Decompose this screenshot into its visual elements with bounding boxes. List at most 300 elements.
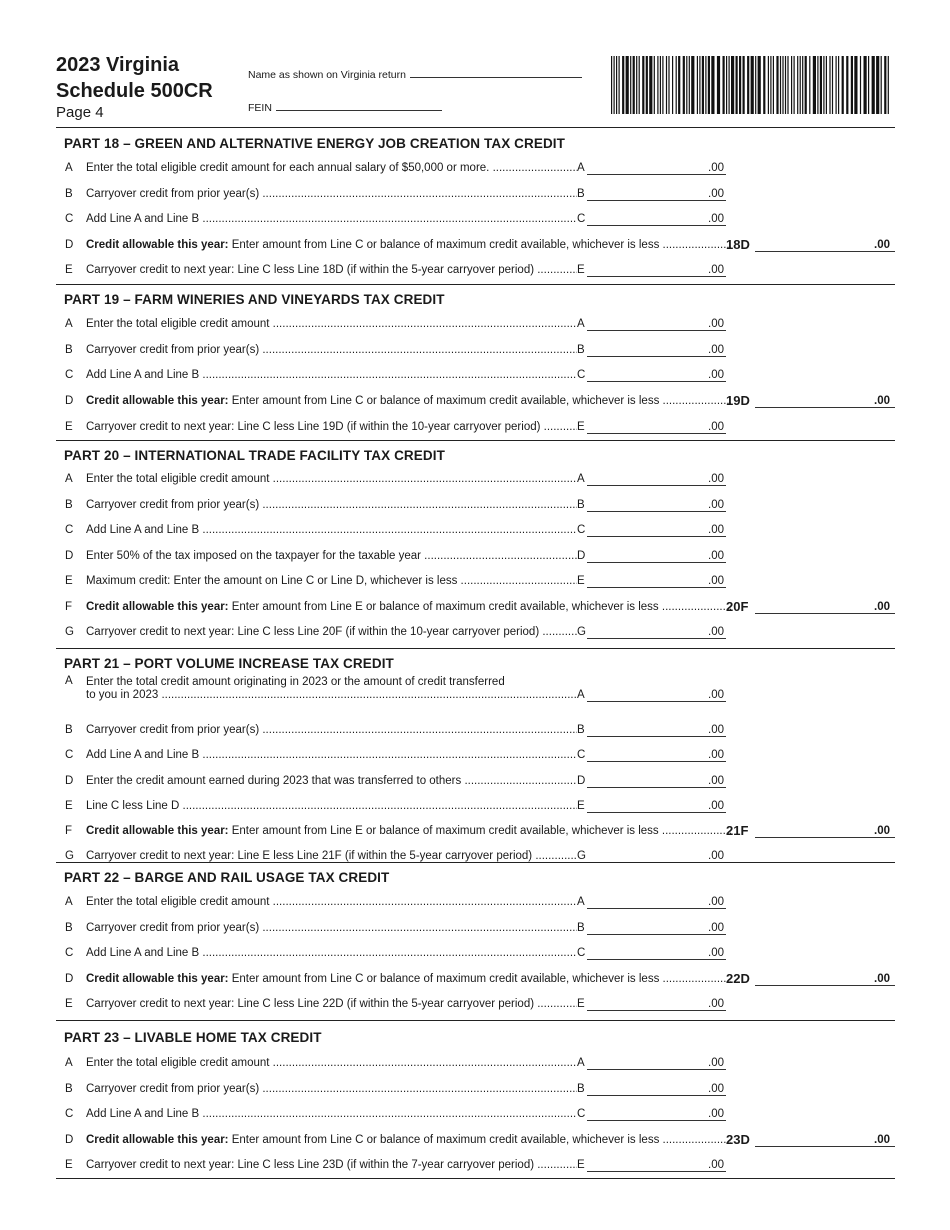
- barcode-bar: [768, 56, 769, 114]
- amount-field[interactable]: [587, 433, 726, 434]
- line-description: [86, 973, 731, 985]
- amount-field[interactable]: [587, 1069, 726, 1070]
- line-text: Enter amount from Line C or balance of maximum credit available, whichever is less: [231, 1133, 660, 1146]
- line-emphasis: Credit allowable this year:: [86, 825, 229, 837]
- cents-suffix: .00: [708, 264, 724, 276]
- line-label: A: [577, 1057, 585, 1069]
- line-label: B: [577, 343, 585, 356]
- amount-field[interactable]: [587, 1171, 726, 1172]
- barcode-bar: [705, 56, 706, 114]
- barcode-bar: [672, 56, 673, 114]
- line-label: C: [577, 524, 586, 536]
- barcode-bar: [854, 56, 857, 114]
- amount-field[interactable]: [587, 485, 726, 486]
- line-description: [86, 749, 577, 761]
- barcode-bar: [751, 56, 754, 114]
- line-text: Enter amount from Line C or balance of maximum credit available, whichever is less: [231, 238, 660, 251]
- line-label: G: [577, 626, 586, 638]
- barcode-bar: [758, 56, 761, 114]
- credit-amount-field[interactable]: [755, 985, 895, 986]
- barcode-bar: [739, 56, 741, 114]
- line-letter: C: [65, 369, 74, 382]
- barcode-bar: [763, 56, 765, 114]
- line-item: [56, 598, 895, 617]
- amount-field[interactable]: [587, 381, 726, 382]
- cents-suffix: .00: [708, 213, 724, 225]
- page-number: Page 4: [56, 104, 104, 121]
- line-text: Carryover credit to next year: Line C less Line 22D (if within the 5-year carryover period): [86, 998, 535, 1010]
- line-number-label: 22D: [726, 970, 750, 986]
- barcode-bar: [630, 56, 631, 114]
- line-text: Carryover credit to next year: Line C less Line 20F (if within the 10-year carryover period): [86, 626, 540, 638]
- barcode-bar: [826, 56, 827, 114]
- line-label: E: [577, 799, 585, 812]
- barcode-bar: [755, 56, 756, 114]
- line-text: Carryover credit from prior year(s): [86, 724, 260, 737]
- barcode-bar: [729, 56, 730, 114]
- line-item: [56, 524, 895, 540]
- barcode-bar: [708, 56, 710, 114]
- part-section: [56, 284, 895, 440]
- cents-suffix: .00: [708, 162, 724, 174]
- line-emphasis: Credit allowable this year:: [86, 972, 229, 985]
- barcode-bar: [881, 56, 882, 114]
- barcode-bar: [646, 56, 648, 114]
- part-title: PART 22 – BARGE AND RAIL USAGE TAX CREDIT: [64, 870, 390, 885]
- line-description: [86, 213, 577, 225]
- line-letter: A: [65, 162, 73, 174]
- barcode-bar: [711, 56, 714, 114]
- barcode-bar: [782, 56, 783, 114]
- amount-field[interactable]: [587, 812, 726, 813]
- barcode-bar: [791, 56, 792, 114]
- line-label: B: [577, 187, 585, 200]
- line-description: [86, 896, 577, 908]
- amount-field[interactable]: [587, 225, 726, 226]
- barcode-bar: [649, 56, 652, 114]
- credit-amount-field[interactable]: [755, 613, 895, 614]
- barcode-bar: [820, 56, 822, 114]
- barcode-bar: [805, 56, 807, 114]
- line-letter: A: [65, 675, 73, 687]
- barcode-bar: [611, 56, 612, 114]
- amount-field[interactable]: [587, 330, 726, 331]
- part-title: PART 23 – LIVABLE HOME TAX CREDIT: [64, 1030, 322, 1045]
- barcode-bar: [619, 56, 620, 114]
- line-text: Enter the total eligible credit amount for each annual salary of $50,000 or more.: [86, 162, 490, 174]
- line-letter: B: [65, 498, 73, 511]
- line-letter: B: [65, 724, 73, 737]
- line-item: [56, 749, 895, 765]
- cents-suffix: .00: [708, 799, 724, 812]
- cents-suffix: .00: [708, 626, 724, 638]
- fein-input-line[interactable]: [276, 100, 442, 111]
- amount-field[interactable]: [587, 1095, 726, 1096]
- line-number-label: 23D: [726, 1131, 750, 1147]
- credit-amount-field[interactable]: [755, 1146, 895, 1147]
- form-title-schedule: Schedule 500CR: [56, 80, 213, 102]
- barcode-bar: [864, 56, 867, 114]
- barcode-bar: [813, 56, 816, 114]
- cents-suffix: .00: [708, 549, 724, 562]
- line-description: [86, 318, 577, 330]
- credit-amount-field[interactable]: [755, 837, 895, 838]
- barcode-bar: [876, 56, 879, 114]
- line-item: [56, 369, 895, 385]
- line-letter: A: [65, 473, 73, 485]
- line-item: [56, 800, 895, 816]
- cents-suffix: .00: [708, 318, 724, 330]
- line-item: [56, 896, 895, 912]
- line-item: [56, 473, 895, 489]
- line-text: Add Line A and Line B: [86, 1108, 200, 1120]
- line-item: [56, 947, 895, 963]
- line-letter: B: [65, 921, 73, 934]
- barcode-bar: [616, 56, 617, 114]
- line-item: [56, 344, 895, 360]
- line-label: A: [577, 162, 585, 174]
- line-text: Carryover credit to next year: Line C less Line 19D (if within the 10-year carryover period): [86, 420, 541, 433]
- barcode-bar: [785, 56, 786, 114]
- line-description: [86, 369, 577, 381]
- barcode-bar: [860, 56, 861, 114]
- line-text: Carryover credit from prior year(s): [86, 1082, 260, 1095]
- line-letter: B: [65, 343, 73, 356]
- cents-suffix: .00: [708, 498, 724, 511]
- barcode-bar: [660, 56, 661, 114]
- line-letter: E: [65, 575, 73, 587]
- cents-suffix: .00: [874, 395, 890, 408]
- amount-field[interactable]: [587, 787, 726, 788]
- line-item: [56, 675, 895, 705]
- line-description: [86, 1083, 577, 1095]
- amount-field[interactable]: [587, 276, 726, 277]
- line-description: [86, 1134, 731, 1146]
- cents-suffix: .00: [708, 998, 724, 1010]
- line-description: [86, 524, 577, 536]
- cents-suffix: .00: [874, 1133, 890, 1146]
- line-emphasis: Credit allowable this year:: [86, 395, 229, 408]
- line-text: Carryover credit to next year: Line C less Line 18D (if within the 5-year carryover period): [86, 264, 535, 276]
- line-letter: D: [65, 395, 74, 408]
- barcode-bar: [829, 56, 830, 114]
- line-item: [56, 1159, 895, 1175]
- line-text: Enter amount from Line C or balance of maximum credit available, whichever is less: [231, 395, 660, 408]
- barcode-bar: [838, 56, 839, 114]
- line-description: [86, 998, 577, 1010]
- part-section: [56, 862, 895, 1020]
- cents-suffix: .00: [708, 420, 724, 433]
- section-divider: [56, 1178, 895, 1179]
- amount-field[interactable]: [587, 587, 726, 588]
- line-item: [56, 236, 895, 255]
- line-text: Enter the total eligible credit amount: [86, 896, 270, 908]
- line-description: [86, 264, 577, 276]
- line-label: A: [577, 473, 585, 485]
- barcode-bar: [626, 56, 629, 114]
- barcode-bar: [676, 56, 677, 114]
- line-item: [56, 922, 895, 938]
- barcode-bar: [678, 56, 680, 114]
- line-description: [86, 947, 577, 959]
- line-description: [86, 473, 577, 485]
- line-letter: D: [65, 972, 74, 985]
- amount-field[interactable]: [587, 638, 726, 639]
- line-item: [56, 1108, 895, 1124]
- line-label: C: [577, 749, 586, 762]
- part-section: [56, 440, 895, 648]
- line-label: C: [577, 947, 586, 959]
- part-section: [56, 1020, 895, 1178]
- line-letter: A: [65, 318, 73, 330]
- name-input-line[interactable]: [410, 67, 582, 78]
- line-description: [86, 922, 577, 934]
- line-text: Enter the credit amount earned during 2023 that was transferred to others: [86, 774, 462, 787]
- line-letter: E: [65, 420, 73, 433]
- line-emphasis: Credit allowable this year:: [86, 600, 229, 613]
- line-item: [56, 264, 895, 280]
- part-title: PART 20 – INTERNATIONAL TRADE FACILITY TAX CREDIT: [64, 448, 445, 463]
- line-text: Carryover credit to next year: Line E less Line 21F (if within the 5-year carryover period): [86, 850, 533, 863]
- barcode-bar: [888, 56, 889, 114]
- cents-suffix: .00: [708, 947, 724, 959]
- cents-suffix: .00: [708, 724, 724, 737]
- cents-suffix: .00: [708, 749, 724, 762]
- line-label: E: [577, 575, 585, 587]
- form-title-year: 2023 Virginia: [56, 54, 180, 76]
- cents-suffix: .00: [708, 473, 724, 485]
- line-text: Add Line A and Line B: [86, 947, 200, 959]
- barcode-bar: [717, 56, 720, 114]
- line-letter: C: [65, 749, 74, 762]
- line-label: B: [577, 921, 585, 934]
- line-item: [56, 213, 895, 229]
- amount-field[interactable]: [587, 356, 726, 357]
- part-title: PART 18 – GREEN AND ALTERNATIVE ENERGY JOB CREATION TAX CREDIT: [64, 136, 565, 151]
- line-text: Enter the total eligible credit amount: [86, 473, 270, 485]
- line-description: [86, 825, 731, 837]
- barcode-bar: [851, 56, 853, 114]
- line-label: E: [577, 998, 585, 1010]
- line-item: [56, 575, 895, 591]
- line-letter: F: [65, 825, 73, 837]
- line-description: [86, 1108, 577, 1120]
- barcode-bar: [691, 56, 694, 114]
- line-label: E: [577, 264, 585, 276]
- amount-field[interactable]: [587, 200, 726, 201]
- line-letter: C: [65, 524, 74, 536]
- line-label: D: [577, 774, 586, 787]
- credit-amount-field[interactable]: [755, 251, 895, 252]
- barcode-bar: [662, 56, 663, 114]
- line-text: Carryover credit from prior year(s): [86, 343, 260, 356]
- barcode-bar: [642, 56, 644, 114]
- line-letter: F: [65, 600, 73, 613]
- line-text: Carryover credit to next year: Line C less Line 23D (if within the 7-year carryover period): [86, 1159, 535, 1171]
- line-text: Enter amount from Line E or balance of maximum credit available, whichever is less: [231, 600, 659, 613]
- line-text: Add Line A and Line B: [86, 213, 200, 225]
- part-title: PART 21 – PORT VOLUME INCREASE TAX CREDIT: [64, 656, 394, 671]
- cents-suffix: .00: [874, 825, 890, 837]
- amount-field[interactable]: [587, 1010, 726, 1011]
- barcode-bar: [800, 56, 801, 114]
- line-label: C: [577, 369, 586, 382]
- form-header: [56, 52, 895, 128]
- barcode-bar: [697, 56, 698, 114]
- line-label: C: [577, 1108, 586, 1120]
- line-emphasis: Credit allowable this year:: [86, 1133, 229, 1146]
- line-label: B: [577, 1082, 585, 1095]
- amount-field[interactable]: [587, 959, 726, 960]
- line-letter: A: [65, 1057, 73, 1069]
- barcode-bar: [639, 56, 640, 114]
- amount-field[interactable]: [587, 511, 726, 512]
- line-item: [56, 162, 895, 178]
- barcode-bar: [636, 56, 637, 114]
- line-item: [56, 550, 895, 566]
- line-description: [86, 575, 577, 587]
- line-text: Enter 50% of the tax imposed on the taxpayer for the taxable year: [86, 549, 421, 562]
- cents-suffix: .00: [708, 369, 724, 382]
- line-description: [86, 239, 731, 251]
- cents-suffix: .00: [874, 238, 890, 251]
- line-letter: A: [65, 896, 73, 908]
- line-description: [86, 344, 577, 356]
- line-letter: E: [65, 264, 73, 276]
- amount-field[interactable]: [587, 736, 726, 737]
- barcode-bar: [868, 56, 869, 114]
- line-label: A: [577, 689, 585, 701]
- barcode-bar: [776, 56, 778, 114]
- line-number-label: 21F: [726, 823, 749, 838]
- barcode-bar: [809, 56, 810, 114]
- line-description: [86, 421, 577, 433]
- barcode-bar: [702, 56, 704, 114]
- line-description: [86, 601, 731, 613]
- barcode-bar: [794, 56, 795, 114]
- line-item: [56, 318, 895, 334]
- line-label: E: [577, 420, 585, 433]
- barcode-bar: [686, 56, 687, 114]
- barcode-bar: [787, 56, 788, 114]
- line-letter: D: [65, 1133, 74, 1146]
- line-item: [56, 626, 895, 642]
- line-letter: D: [65, 774, 74, 787]
- cents-suffix: .00: [874, 972, 890, 985]
- amount-field[interactable]: [587, 1120, 726, 1121]
- line-text: Enter amount from Line E or balance of maximum credit available, whichever is less: [231, 825, 659, 837]
- line-label: C: [577, 213, 586, 225]
- line-label: A: [577, 896, 585, 908]
- barcode-bar: [654, 56, 655, 114]
- line-number-label: 18D: [726, 236, 750, 252]
- line-description: [86, 800, 577, 812]
- barcode-bar: [797, 56, 798, 114]
- cents-suffix: .00: [708, 1082, 724, 1095]
- barcode-bar: [736, 56, 738, 114]
- line-item: [56, 998, 895, 1014]
- amount-field[interactable]: [587, 934, 726, 935]
- cents-suffix: .00: [708, 921, 724, 934]
- cents-suffix: .00: [708, 187, 724, 200]
- barcode-bar: [773, 56, 774, 114]
- line-item: [56, 1131, 895, 1150]
- cents-suffix: .00: [874, 600, 890, 613]
- line-text: Enter the total eligible credit amount: [86, 318, 270, 330]
- cents-suffix: .00: [708, 1159, 724, 1171]
- barcode-bar: [743, 56, 745, 114]
- line-text: Add Line A and Line B: [86, 369, 200, 382]
- line-letter: G: [65, 850, 74, 863]
- amount-field[interactable]: [587, 761, 726, 762]
- line-item: [56, 421, 895, 437]
- amount-field[interactable]: [587, 174, 726, 175]
- line-letter: G: [65, 626, 74, 638]
- line-letter: E: [65, 1159, 73, 1171]
- name-field[interactable]: [248, 67, 582, 81]
- name-label: Name as shown on Virginia return: [248, 69, 406, 81]
- barcode-bar: [836, 56, 837, 114]
- cents-suffix: .00: [708, 896, 724, 908]
- fein-field[interactable]: [248, 100, 442, 114]
- line-text-continued: to you in 2023 .....: [86, 689, 577, 701]
- line-description: [86, 499, 577, 511]
- part-section: [56, 648, 895, 862]
- line-text: Enter amount from Line C or balance of maximum credit available, whichever is less: [231, 972, 660, 985]
- line-letter: D: [65, 549, 74, 562]
- barcode-bar: [846, 56, 848, 114]
- line-item: [56, 188, 895, 204]
- line-number-label: 20F: [726, 598, 749, 614]
- line-label: D: [577, 549, 586, 562]
- barcode-bar: [657, 56, 658, 114]
- line-description: [86, 395, 731, 407]
- amount-field[interactable]: [587, 562, 726, 563]
- cents-suffix: .00: [708, 1108, 724, 1120]
- line-description: [86, 162, 577, 174]
- barcode-bar: [747, 56, 749, 114]
- cents-suffix: .00: [708, 774, 724, 787]
- line-letter: E: [65, 799, 73, 812]
- barcode-bar: [802, 56, 803, 114]
- amount-field[interactable]: [587, 701, 726, 702]
- barcode-bar: [622, 56, 624, 114]
- line-description: [86, 850, 577, 862]
- barcode-bar: [683, 56, 685, 114]
- amount-field[interactable]: [587, 908, 726, 909]
- line-item: [56, 1083, 895, 1099]
- line-letter: B: [65, 187, 73, 200]
- line-description: [86, 724, 577, 736]
- line-item: [56, 970, 895, 989]
- barcode-bar: [699, 56, 700, 114]
- barcode-bar: [614, 56, 615, 114]
- barcode-bar: [884, 56, 886, 114]
- barcode-bar: [872, 56, 875, 114]
- line-letter: D: [65, 238, 74, 251]
- line-letter: E: [65, 998, 73, 1010]
- credit-amount-field[interactable]: [755, 407, 895, 408]
- line-label: A: [577, 318, 585, 330]
- line-item: [56, 775, 895, 791]
- barcode-icon: [611, 56, 893, 114]
- line-description: [86, 1057, 577, 1069]
- cents-suffix: .00: [708, 575, 724, 587]
- line-description: [86, 675, 577, 689]
- part-title: PART 19 – FARM WINERIES AND VINEYARDS TAX CREDIT: [64, 292, 445, 307]
- amount-field[interactable]: [587, 536, 726, 537]
- barcode-bar: [633, 56, 635, 114]
